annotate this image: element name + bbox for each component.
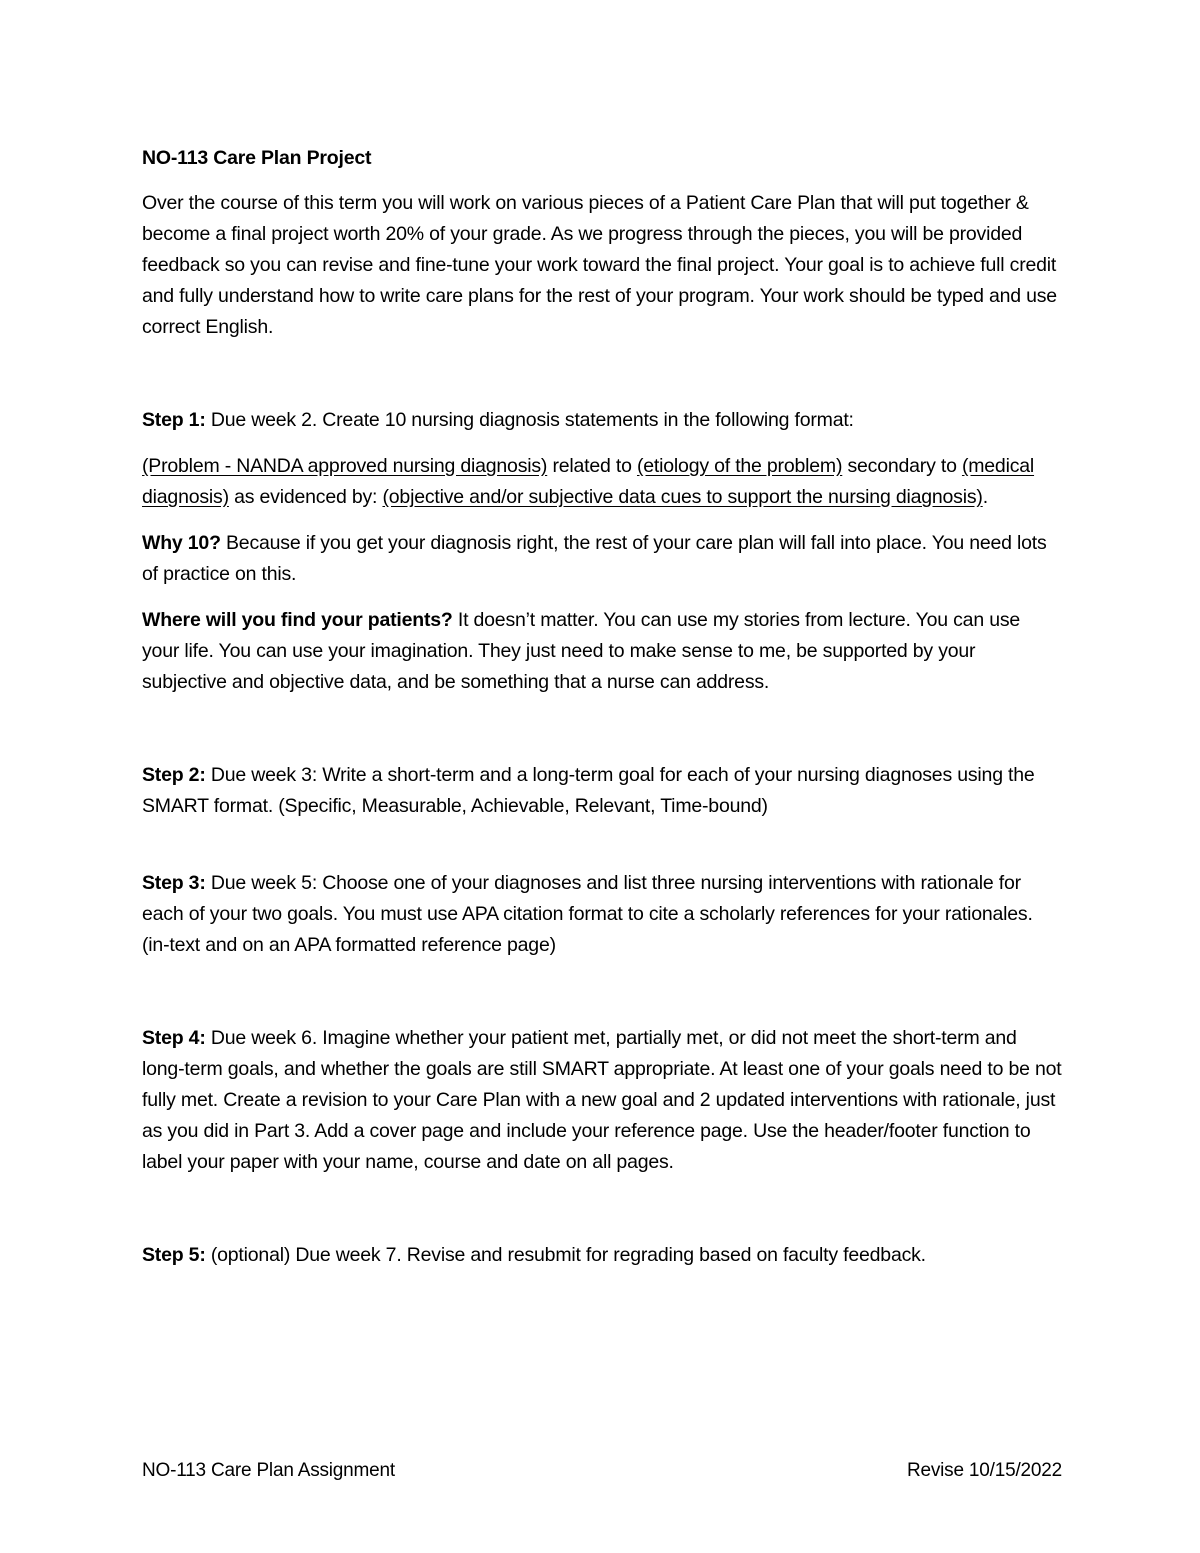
page-footer — [142, 1458, 1062, 1484]
step-2-paragraph — [142, 760, 1062, 822]
step-3-text: Due week 5: Choose one of your diagnoses and list three nursing interventions with rationale for each of your two goals. You must use APA citation format to cite a scholarly references for your rationales. (in-text and on an APA formatted reference page) — [142, 872, 1033, 956]
why-10-text: Because if you get your diagnosis right, the rest of your care plan will fall into place. You need lots of practice on this. — [142, 532, 1047, 585]
step-4-paragraph — [142, 1023, 1062, 1178]
footer-right: Revise 10/15/2022 — [906, 1460, 1062, 1481]
format-end: . — [982, 486, 988, 508]
step-5-label: Step 5: — [142, 1244, 206, 1266]
document-title: NO-113 Care Plan Project — [142, 147, 372, 169]
why-10-paragraph — [142, 528, 1062, 590]
step-4-text: Due week 6. Imagine whether your patient met, partially met, or did not meet the short-term and long-term goals, and whether the goals are still SMART appropriate. At least one of your goals need to be not fully met. Create a revision to your Care Plan with a new goal and 2 updated interventions with rationale, just as you did in Part 3. Add a cover page and include your reference page. Use the header/footer function to label your paper with your name, course and date on all pages. — [142, 1027, 1062, 1173]
step-2-text: Due week 3: Write a short-term and a long-term goal for each of your nursing diagnoses using the SMART format. (Specific, Measurable, Achievable, Relevant, Time-bound) — [142, 764, 1035, 817]
format-evidenced-by: as evidenced by: — [228, 486, 383, 508]
step-1-paragraph — [142, 405, 1062, 436]
diagnosis-format-paragraph — [142, 451, 1062, 513]
format-problem: (Problem - NANDA approved nursing diagnosis) — [142, 455, 548, 477]
step-4-label: Step 4: — [142, 1027, 206, 1049]
format-related-to: related to — [547, 455, 637, 477]
where-patients-label: Where will you find your patients? — [142, 609, 453, 631]
format-secondary-to: secondary to — [842, 455, 962, 477]
intro-paragraph: Over the course of this term you will work on various pieces of a Patient Care Plan that will put together & become a final project worth 20% of your grade. As we progress through the pieces, you will be provided feedback so you can revise and fine-tune your work toward the final project. Your goal is to achieve full credit and fully understand how to write care plans for the rest of your program. Your work should be typed and use correct English. — [142, 192, 1057, 338]
step-3-paragraph — [142, 868, 1062, 961]
step-2-label: Step 2: — [142, 764, 206, 786]
document-body — [142, 143, 1062, 1271]
step-5-text: (optional) Due week 7. Revise and resubmit for regrading based on faculty feedback. — [205, 1244, 926, 1266]
step-3-label: Step 3: — [142, 872, 206, 894]
format-medical: (medical diagnosis) — [142, 455, 1035, 508]
where-patients-paragraph — [142, 605, 1062, 698]
step-1-label: Step 1: — [142, 409, 206, 431]
format-cues: (objective and/or subjective data cues to support the nursing diagnosis) — [382, 486, 983, 508]
step-1-text: Due week 2. Create 10 nursing diagnosis statements in the following format: — [205, 409, 854, 431]
footer-left: NO-113 Care Plan Assignment — [142, 1460, 395, 1481]
why-10-label: Why 10? — [142, 532, 221, 554]
format-etiology: (etiology of the problem) — [636, 455, 843, 477]
where-patients-text: It doesn’t matter. You can use my stories from lecture. You can use your life. You can use your imagination. They just need to make sense to me, be supported by your subjective and objective data, and be something that a nurse can address. — [142, 609, 1021, 693]
step-5-paragraph — [142, 1240, 1062, 1271]
